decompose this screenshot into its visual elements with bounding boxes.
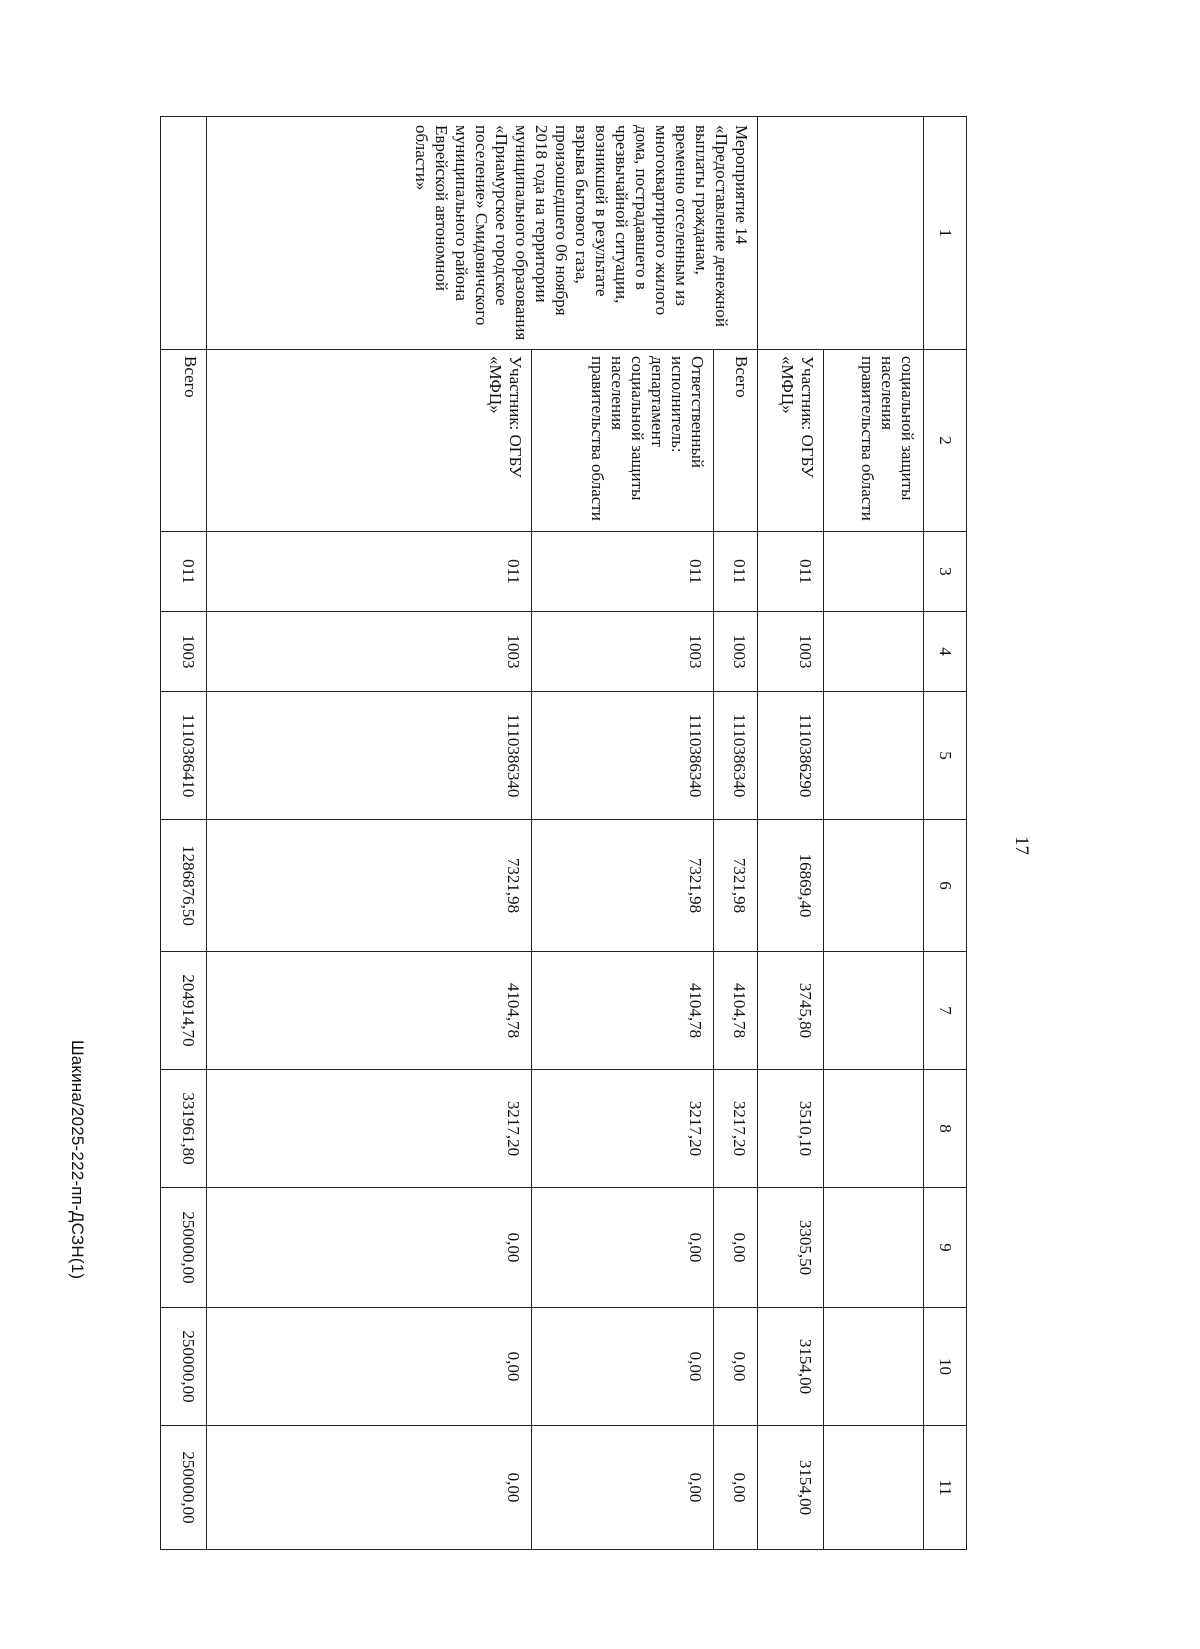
- role-cell: Участник: ОГБУ «МФЦ»: [758, 350, 824, 532]
- value-cell: 0,00: [207, 1426, 532, 1550]
- value-cell: 4104,78: [532, 952, 714, 1070]
- table-cell: [824, 1426, 924, 1550]
- column-header: 6: [924, 820, 967, 952]
- table-cell: [824, 1070, 924, 1188]
- value-cell: 3217,20: [714, 1070, 758, 1188]
- column-header: 4: [924, 612, 967, 692]
- code-cell: 011: [161, 532, 207, 612]
- table-cell: [824, 1308, 924, 1426]
- column-header: 10: [924, 1308, 967, 1426]
- value-cell: 0,00: [207, 1308, 532, 1426]
- column-number-row: [924, 117, 967, 1550]
- value-cell: 0,00: [714, 1188, 758, 1308]
- responsible-continued-cell: социальной защиты населения правительства области: [824, 350, 924, 532]
- value-cell: 0,00: [532, 1188, 714, 1308]
- code-cell: 1110386290: [758, 692, 824, 820]
- role-cell: Ответственный исполнитель: департамент социальной защиты населения правительства области: [532, 350, 714, 532]
- table-cell: [161, 117, 207, 350]
- value-cell: 0,00: [207, 1188, 532, 1308]
- code-cell: 1110386410: [161, 692, 207, 820]
- page-number: 17: [1011, 836, 1032, 855]
- code-cell: 011: [207, 532, 532, 612]
- code-cell: 1003: [161, 612, 207, 692]
- value-cell: 3745,80: [758, 952, 824, 1070]
- code-cell: 011: [532, 532, 714, 612]
- value-cell: 0,00: [714, 1308, 758, 1426]
- value-cell: 3305,50: [758, 1188, 824, 1308]
- table-row: [714, 117, 758, 1550]
- column-header: 1: [924, 117, 967, 350]
- code-cell: 1110386340: [714, 692, 758, 820]
- role-cell: Всего: [714, 350, 758, 532]
- budget-table: [160, 116, 967, 1550]
- value-cell: 1286876,50: [161, 820, 207, 952]
- value-cell: 4104,78: [714, 952, 758, 1070]
- value-cell: 3217,20: [207, 1070, 532, 1188]
- value-cell: 16869,40: [758, 820, 824, 952]
- value-cell: 7321,98: [532, 820, 714, 952]
- value-cell: 7321,98: [207, 820, 532, 952]
- column-header: 7: [924, 952, 967, 1070]
- table-cell: [824, 692, 924, 820]
- column-header: 3: [924, 532, 967, 612]
- table-row: [824, 117, 924, 1550]
- value-cell: 3217,20: [532, 1070, 714, 1188]
- table-cell: [758, 117, 924, 350]
- role-cell: Всего: [161, 350, 207, 532]
- value-cell: 250000,00: [161, 1188, 207, 1308]
- code-cell: 011: [758, 532, 824, 612]
- table-cell: [824, 820, 924, 952]
- table-cell: [824, 1188, 924, 1308]
- value-cell: 7321,98: [714, 820, 758, 952]
- code-cell: 1003: [207, 612, 532, 692]
- column-header: 8: [924, 1070, 967, 1188]
- table-cell: [824, 532, 924, 612]
- value-cell: 331961,80: [161, 1070, 207, 1188]
- value-cell: 0,00: [714, 1426, 758, 1550]
- code-cell: 011: [714, 532, 758, 612]
- code-cell: 1003: [532, 612, 714, 692]
- value-cell: 3154,00: [758, 1308, 824, 1426]
- column-header: 9: [924, 1188, 967, 1308]
- column-header: 5: [924, 692, 967, 820]
- value-cell: 250000,00: [161, 1426, 207, 1550]
- value-cell: 204914,70: [161, 952, 207, 1070]
- table-cell: [824, 612, 924, 692]
- table-cell: [824, 952, 924, 1070]
- code-cell: 1003: [758, 612, 824, 692]
- code-cell: 1110386340: [532, 692, 714, 820]
- code-cell: 1003: [714, 612, 758, 692]
- value-cell: 3154,00: [758, 1426, 824, 1550]
- column-header: 11: [924, 1426, 967, 1550]
- total-row: [161, 117, 207, 1550]
- value-cell: 0,00: [532, 1308, 714, 1426]
- measure-name-cell: Мероприятие 14 «Предоставление денежной выплаты гражданам, временно отселенным из многоквартирного жилого дома, пострадавшего в чрезвычайной ситуации, возникшей в результате взрыва бытового газа, произошедшего 06 ноября 2018 года на территории муниципального образования «Приамурское городское поселение» Смидовичского муниципального района Еврейской автономной области»: [207, 117, 758, 350]
- role-cell: Участник: ОГБУ «МФЦ»: [207, 350, 532, 532]
- column-header: 2: [924, 350, 967, 532]
- value-cell: 0,00: [532, 1426, 714, 1550]
- value-cell: 4104,78: [207, 952, 532, 1070]
- value-cell: 250000,00: [161, 1308, 207, 1426]
- code-cell: 1110386340: [207, 692, 532, 820]
- value-cell: 3510,10: [758, 1070, 824, 1188]
- document-code: Шакина/2025-222-пп-ДСЗН(1): [68, 1040, 87, 1280]
